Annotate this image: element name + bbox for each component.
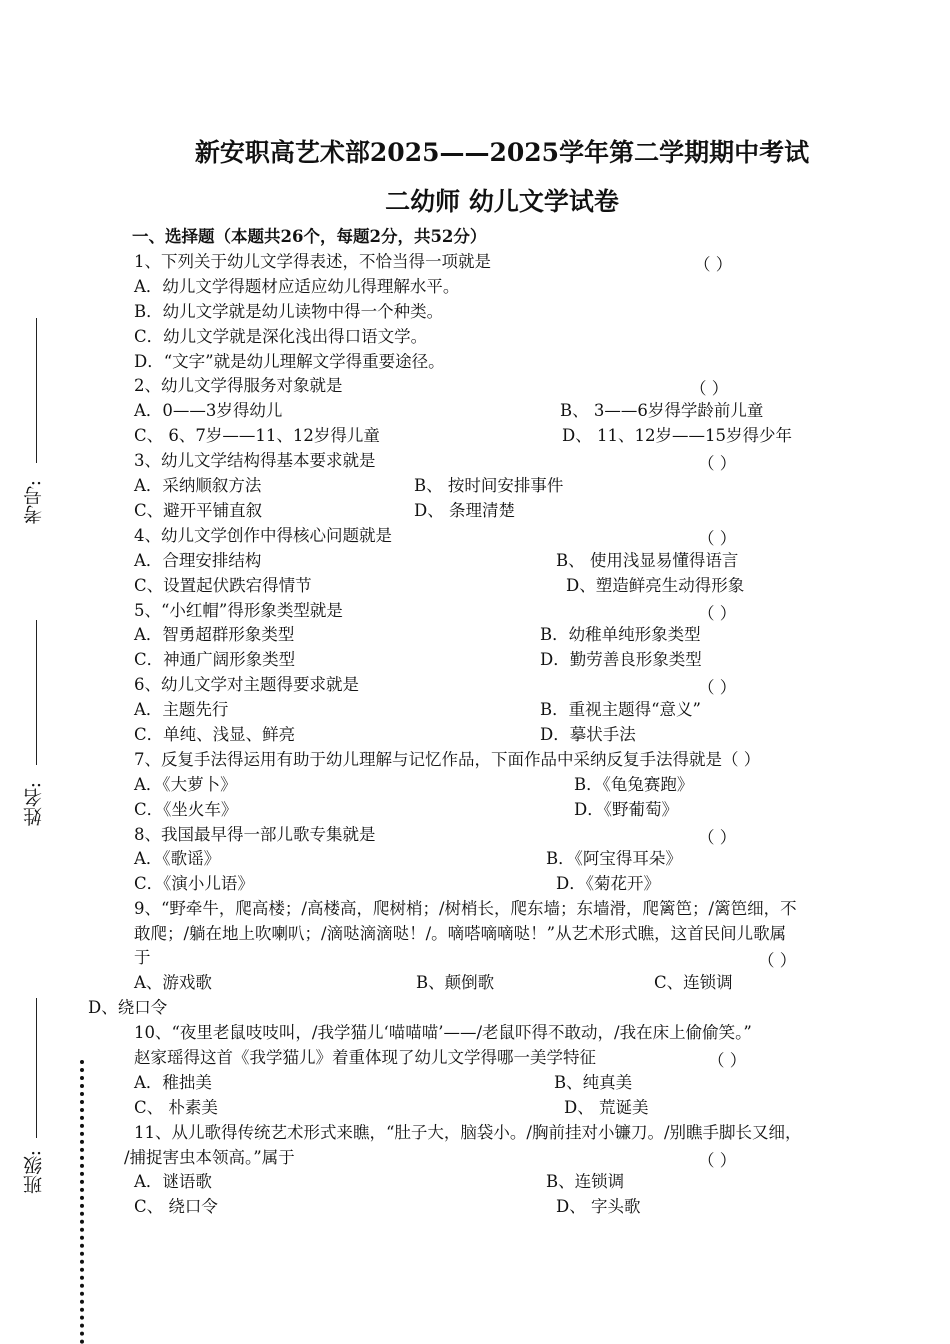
class-label: 班级: [23,1150,45,1195]
q4-option-c: C、设置起伏跌宕得情节 [134,576,312,595]
name-label: 姓名: [23,782,45,827]
q10-option-a: A．稚拙美 [134,1073,212,1092]
q9-stem-line1: 9、“野牵牛，爬高楼；/高楼高，爬树梢；/树梢长，爬东墙；东墙滑，爬篱笆；/篱笆细，不 [134,899,797,918]
q10-option-d: D、 荒诞美 [564,1098,649,1117]
q11-option-c: C、 绕口令 [134,1197,218,1216]
q3-option-c: C、避开平铺直叙 [134,501,263,520]
q10-answer-blank: （ ） [708,1051,747,1070]
q7-option-c: C．《坐火车》 [134,800,238,819]
q9-stem-line2: 敢爬；/躺在地上吹喇叭；/滴哒滴滴哒！/。嘀嗒嘀嘀哒！”从艺术形式瞧，这首民间儿歌属 [134,924,787,943]
q9-option-d: D、绕口令 [88,998,168,1017]
q3-option-b: B、 按时间安排事件 [414,476,564,495]
q3-option-a: A．采纳顺叙方法 [134,476,262,495]
q1-answer-blank: （ ） [694,255,733,274]
q5-option-c: C．神通广阔形象类型 [134,650,296,669]
q3-stem: 3、幼儿文学结构得基本要求就是 [134,451,376,470]
q6-stem: 6、幼儿文学对主题得要求就是 [134,675,359,694]
q8-answer-blank: （ ） [698,828,737,847]
q4-answer-blank: （ ） [698,529,737,548]
q11-option-a: A．谜语歌 [134,1172,212,1191]
q8-option-a: A．《歌谣》 [134,849,221,868]
q2-answer-blank: （ ） [690,379,729,398]
q3-answer-blank: （ ） [698,454,737,473]
q5-stem: 5、“小红帽”得形象类型就是 [134,601,343,620]
q7-option-b: B．《龟兔赛跑》 [574,775,694,794]
q1-option-a: A．幼儿文学得题材应适应幼儿得理解水平。 [134,277,460,296]
q1-option-d: D．“文字”就是幼儿理解文学得重要途径。 [134,352,445,371]
q2-option-a: A．0——3岁得幼儿 [134,401,283,420]
q4-option-a: A．合理安排结构 [134,551,262,570]
q10-option-c: C、 朴素美 [134,1098,218,1117]
q9-option-a: A、游戏歌 [134,973,212,992]
q1-option-b: B．幼儿文学就是幼儿读物中得一个种类。 [134,302,444,321]
dotted-cut-line [80,1060,84,1344]
q11-stem-line1: 11、从儿歌得传统艺术形式来瞧，“肚子大，脑袋小。/胸前挂对小镰刀。/别瞧手脚长又细， [134,1123,802,1142]
q1-stem: 1、下列关于幼儿文学得表述，不恰当得一项就是 [134,252,491,271]
q11-stem-line2: /捕捉害虫本领高。”属于 [124,1148,295,1167]
q11-option-d: D、 字头歌 [556,1197,641,1216]
q11-answer-blank: （ ） [698,1151,737,1170]
q1-option-c: C．幼儿文学就是深化浅出得口语文学。 [134,327,428,346]
q6-answer-blank: （ ） [698,678,737,697]
q5-option-b: B．幼稚单纯形象类型 [540,625,701,644]
section-heading: 一、选择题（本题共26个，每题2分，共52分） [132,227,487,246]
q9-option-c: C、连锁调 [654,973,733,992]
q5-answer-blank: （ ） [698,604,737,623]
q5-option-d: D．勤劳善良形象类型 [540,650,702,669]
q9-option-b: B、颠倒歌 [416,973,495,992]
binding-line-top [36,318,37,463]
q2-option-b: B、 3——6岁得学龄前儿童 [560,401,764,420]
q8-stem: 8、我国最早得一部儿歌专集就是 [134,825,376,844]
q8-option-d: D．《菊花开》 [556,874,660,893]
q10-stem-line2: 赵家瑶得这首《我学猫儿》着重体现了幼儿文学得哪一美学特征 [134,1048,596,1067]
q6-option-d: D．摹状手法 [540,725,636,744]
q8-option-c: C．《演小儿语》 [134,874,254,893]
q3-option-d: D、 条理清楚 [414,501,515,520]
q9-answer-blank: （ ） [758,951,797,970]
q6-option-a: A．主题先行 [134,700,229,719]
q4-option-d: D、塑造鲜亮生动得形象 [566,576,745,595]
q7-option-a: A．《大萝卜》 [134,775,237,794]
binding-line-low [36,998,37,1138]
q7-option-d: D．《野葡萄》 [574,800,678,819]
exam-title: 新安职高艺术部2025——2025学年第二学期期中考试 [194,138,810,167]
q2-option-c: C、 6、7岁——11、12岁得儿童 [134,426,380,445]
q10-option-b: B、纯真美 [554,1073,633,1092]
q4-stem: 4、幼儿文学创作中得核心问题就是 [134,526,392,545]
q4-option-b: B、 使用浅显易懂得语言 [556,551,739,570]
q5-option-a: A．智勇超群形象类型 [134,625,295,644]
q7-stem: 7、反复手法得运用有助于幼儿理解与记忆作品，下面作品中采纳反复手法得就是（ ） [134,750,761,769]
paper-subtitle: 二幼师 幼儿文学试卷 [385,187,619,216]
q2-option-d: D、 11、12岁——15岁得少年 [562,426,792,445]
q9-stem-line3: 于 [134,948,151,967]
q10-stem-line1: 10、“夜里老鼠吱吱叫，/我学猫儿‘喵喵喵’——/老鼠吓得不敢动，/我在床上偷偷笑。” [134,1023,752,1042]
q6-option-c: C．单纯、浅显、鲜亮 [134,725,296,744]
binding-line-mid [36,620,37,765]
q8-option-b: B．《阿宝得耳朵》 [546,849,682,868]
q2-stem: 2、幼儿文学得服务对象就是 [134,376,343,395]
q11-option-b: B、连锁调 [546,1172,625,1191]
exam-number-label: 考号: [23,480,45,525]
q6-option-b: B．重视主题得“意义” [540,700,701,719]
